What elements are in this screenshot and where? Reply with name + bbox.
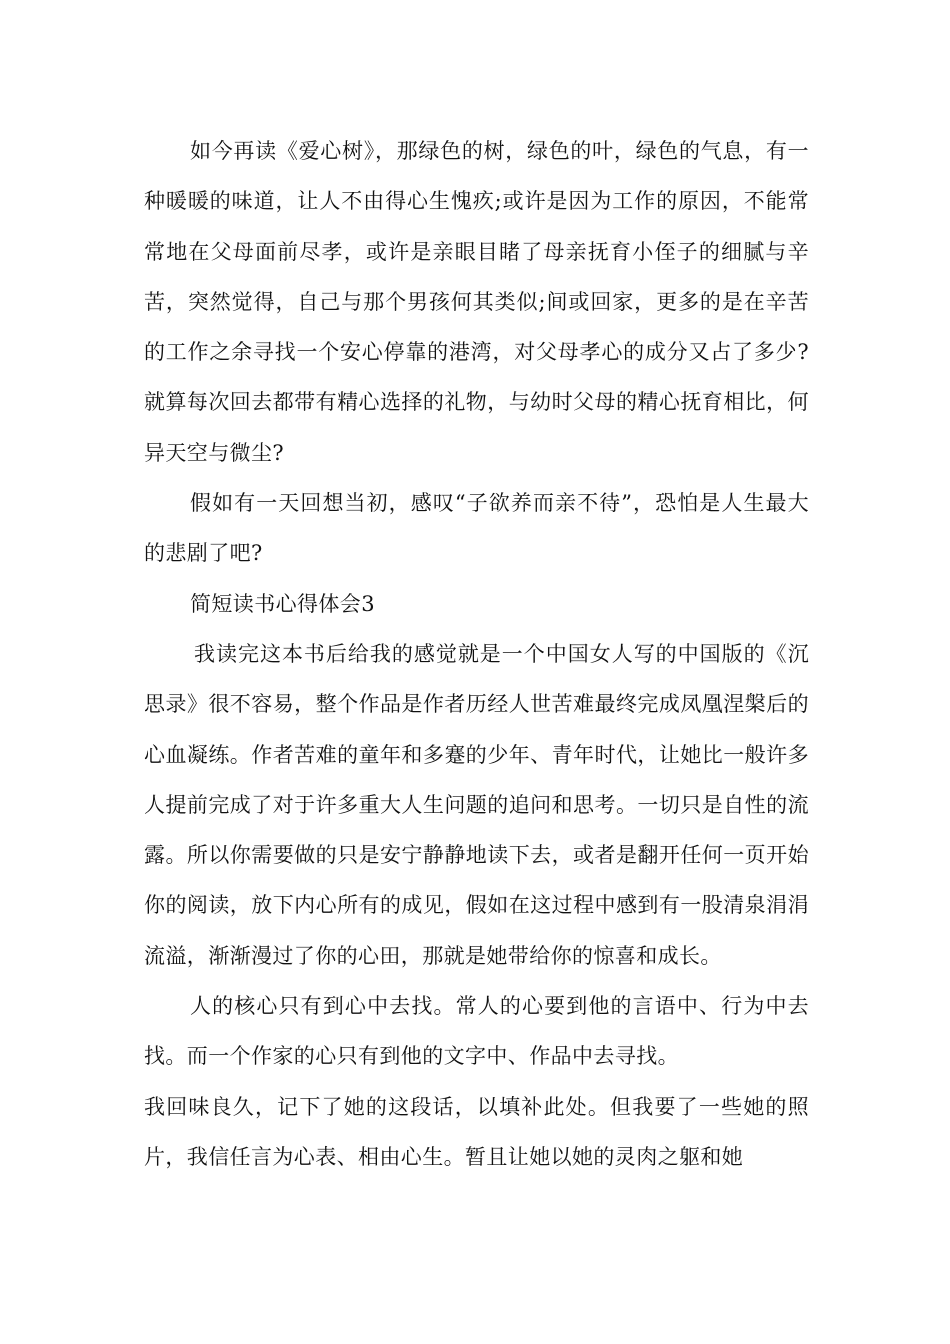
- paragraph-aixinshu-reflection: 如今再读《爱心树》，那绿色的树，绿色的叶，绿色的气息，有一种暖暖的味道，让人不由得心生愧疚;或许是因为工作的原因，不能常常地在父母面前尽孝，或许是亲眼目睹了母亲抚育小侄子的细腻与辛苦，突然觉得，自己与那个男孩何其类似;间或回家，更多的是在辛苦的工作之余寻找一个安心停靠的港湾，对父母孝心的成分又占了多少?就算每次回去都带有精心选择的礼物，与幼时父母的精心抚育相比，何异天空与微尘?: [144, 139, 809, 465]
- section-heading: 简短读书心得体会3: [190, 591, 375, 616]
- paragraph-recollection: 我回味良久，记下了她的这段话，以填补此处。但我要了一些她的照片，我信任言为心表、相由心生。暂且让她以她的灵肉之躯和她: [144, 1094, 809, 1169]
- document-body: [144, 126, 809, 1182]
- paragraph-book-impression: 我读完这本书后给我的感觉就是一个中国女人写的中国版的《沉思录》很不容易，整个作品是作者历经人世苦难最终完成凤凰涅槃后的心血凝练。作者苦难的童年和多蹇的少年、青年时代，让她比一般许多人提前完成了对于许多重大人生问题的追问和思考。一切只是自性的流露。所以你需要做的只是安宁静静地读下去，或者是翻开任何一页开始你的阅读，放下内心所有的成见，假如在这过程中感到有一股清泉涓涓流溢，渐渐漫过了你的心田，那就是她带给你的惊喜和成长。: [144, 641, 809, 968]
- paragraph-zi-yu-yang: 假如有一天回想当初，感叹“子欲养而亲不待”，恐怕是人生最大的悲剧了吧?: [144, 491, 809, 566]
- paragraph-core-of-heart: 人的核心只有到心中去找。常人的心要到他的言语中、行为中去找。而一个作家的心只有到他的文字中、作品中去寻找。: [144, 994, 809, 1069]
